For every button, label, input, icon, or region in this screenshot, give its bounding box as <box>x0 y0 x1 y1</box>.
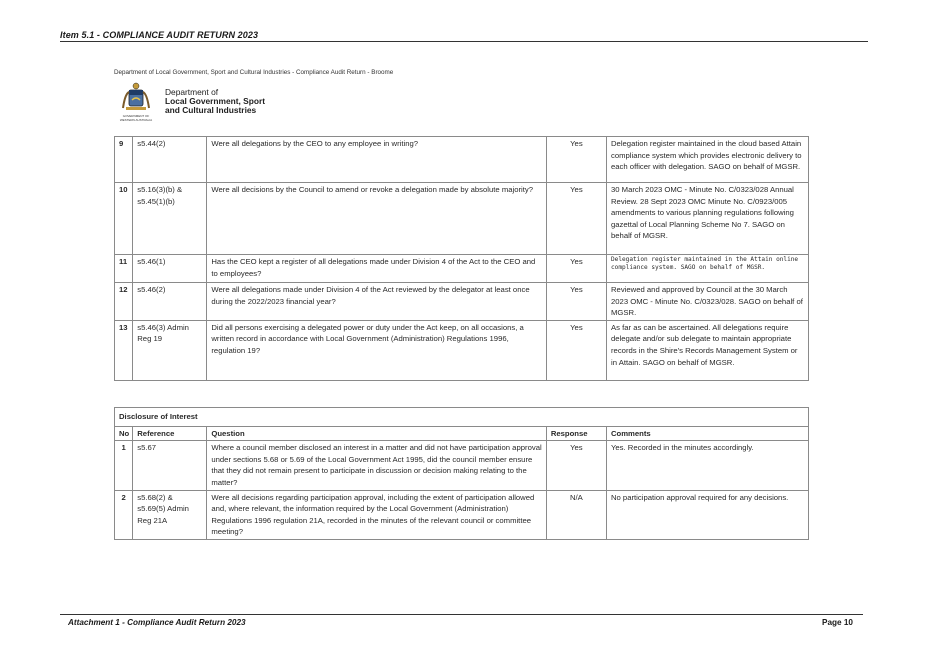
department-logo-text <box>165 88 265 115</box>
row-response: Yes <box>546 441 606 490</box>
row-reference: s5.67 <box>133 441 207 490</box>
logo-line-3: and Cultural Industries <box>165 105 257 115</box>
row-comments: As far as can be ascertained. All delegations require delegate and/or sub delegate to maintain appropriate records in the Shire's Records Management System or in Attain. SAGO on behalf of MGSR. <box>607 320 809 380</box>
table-row <box>115 490 809 539</box>
column-header-row <box>115 426 809 441</box>
row-response: Yes <box>546 137 606 183</box>
column-header-question: Question <box>207 426 546 441</box>
table-row <box>115 137 809 183</box>
row-number: 11 <box>115 255 133 283</box>
row-response: Yes <box>546 320 606 380</box>
row-number: 10 <box>115 183 133 255</box>
delegations-table <box>114 136 809 381</box>
row-number: 2 <box>115 490 133 539</box>
column-header-no: No <box>115 426 133 441</box>
footer-rule <box>60 614 863 615</box>
disclosure-of-interest-table <box>114 407 809 540</box>
table-row <box>115 320 809 380</box>
table-row <box>115 255 809 283</box>
row-response: N/A <box>546 490 606 539</box>
row-comments: Reviewed and approved by Council at the 30 March 2023 OMC - Minute No. C/0323/028. SAGO on behalf of MGSR. <box>607 283 809 321</box>
header-rule <box>60 41 868 42</box>
row-question: Were all delegations made under Division 4 of the Act reviewed by the delegator at least once during the 2022/2023 financial year? <box>207 283 546 321</box>
row-comments: Delegation register maintained in the Attain online compliance system. SAGO on behalf of MGSR. <box>607 255 809 283</box>
table-row <box>115 183 809 255</box>
row-question: Did all persons exercising a delegated power or duty under the Act keep, on all occasions, a written record in accordance with Local Government (Administration) Regulations 1996, regulation 19? <box>207 320 546 380</box>
footer-attachment-label: Attachment 1 - Compliance Audit Return 2023 <box>68 618 246 627</box>
row-number: 12 <box>115 283 133 321</box>
table-row <box>115 441 809 490</box>
row-reference: s5.68(2) & s5.69(5) Admin Reg 21A <box>133 490 207 539</box>
row-reference: s5.46(1) <box>133 255 207 283</box>
row-question: Has the CEO kept a register of all delegations made under Division 4 of the Act to the CEO and to employees? <box>207 255 546 283</box>
column-header-response: Response <box>546 426 606 441</box>
row-question: Where a council member disclosed an interest in a matter and did not have participation approval under sections 5.68 or 5.69 of the Local Government Act 1995, did the council member ensure that they did not remain present to participate in discussion or decision making relating to the matter? <box>207 441 546 490</box>
column-header-comments: Comments <box>606 426 808 441</box>
section-header-row <box>115 408 809 427</box>
row-response: Yes <box>546 283 606 321</box>
row-comments: No participation approval required for any decisions. <box>606 490 808 539</box>
row-number: 13 <box>115 320 133 380</box>
row-response: Yes <box>546 255 606 283</box>
row-question: Were all decisions by the Council to amend or revoke a delegation made by absolute majority? <box>207 183 546 255</box>
row-comments: Yes. Recorded in the minutes accordingly. <box>606 441 808 490</box>
row-reference: s5.46(3) Admin Reg 19 <box>133 320 207 380</box>
row-question: Were all delegations by the CEO to any employee in writing? <box>207 137 546 183</box>
crest-caption: GOVERNMENT OF WESTERN AUSTRALIA <box>119 114 153 122</box>
row-number: 1 <box>115 441 133 490</box>
row-response: Yes <box>546 183 606 255</box>
row-question: Were all decisions regarding participation approval, including the extent of participation allowed and, where relevant, the information required by the Local Government (Administration) Regulations 1996 regulation 21A, recorded in the minutes of the relevant council or committee meeting? <box>207 490 546 539</box>
logo-line-2: Local Government, Sport <box>165 96 266 106</box>
table-row <box>115 283 809 321</box>
page-header-title: Item 5.1 - COMPLIANCE AUDIT RETURN 2023 <box>60 30 259 40</box>
row-number: 9 <box>115 137 133 183</box>
section-title: Disclosure of Interest <box>115 408 809 427</box>
row-reference: s5.44(2) <box>133 137 207 183</box>
row-reference: s5.46(2) <box>133 283 207 321</box>
row-comments: 30 March 2023 OMC - Minute No. C/0323/028 Annual Review. 28 Sept 2023 OMC Minute No. C/0923/005 amendments to various planning regulations following gazettal of Local Planning Scheme No 7. SAGO on behalf of MGSR. <box>607 183 809 255</box>
row-reference: s5.16(3)(b) & s5.45(1)(b) <box>133 183 207 255</box>
logo-line-1: Department of <box>165 87 219 97</box>
document-subtitle: Department of Local Government, Sport and Cultural Industries - Compliance Audit Return - Broome <box>114 69 394 76</box>
column-header-reference: Reference <box>133 426 207 441</box>
page-number: Page 10 <box>822 618 853 627</box>
row-comments: Delegation register maintained in the cloud based Attain compliance system which provides electronic delivery to each officer with delegation. SAGO on behalf of MGSR. <box>607 137 809 183</box>
wa-crest-icon <box>120 82 152 118</box>
